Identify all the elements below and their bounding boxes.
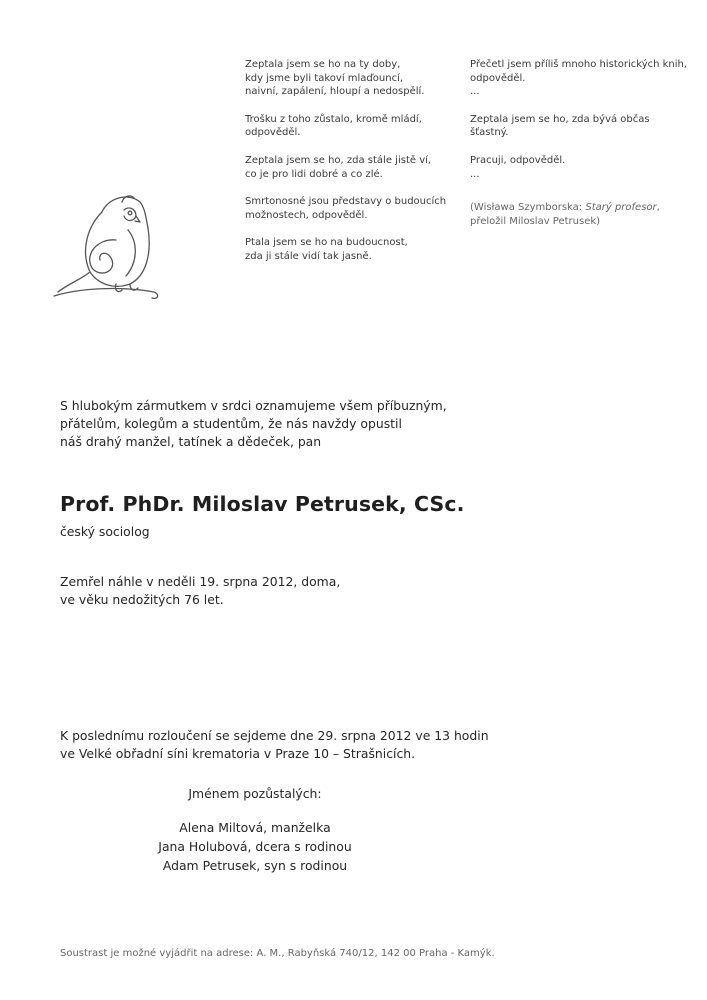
deceased-name: Prof. PhDr. Miloslav Petrusek, CSc. <box>60 492 465 516</box>
poem-line: Smrtonosné jsou představy o budoucích <box>245 196 447 208</box>
poem-stanza <box>470 113 687 140</box>
poem-stanza <box>470 58 687 99</box>
bereaved-heading <box>160 784 350 803</box>
poem-line: co je pro lidi dobré a co zlé. <box>245 168 383 180</box>
poem-line: kdy jsme byli takoví mlaďouncí, <box>245 72 404 84</box>
poem-stanza <box>470 154 687 181</box>
citation-line <box>470 201 687 215</box>
poem-line: Zeptala jsem se ho, zda stále jistě ví, <box>245 154 432 166</box>
death-info-line: Zemřel náhle v neděli 19. srpna 2012, doma, <box>60 574 341 589</box>
poem-stanza <box>245 195 446 222</box>
poem-line: Ptala jsem se ho na budoucnost, <box>245 237 408 249</box>
deceased-title: český sociolog <box>60 524 150 539</box>
poem-line: Zeptala jsem se ho na ty doby, <box>245 59 401 70</box>
death-info <box>60 573 340 609</box>
poem-column-1 <box>245 58 446 264</box>
citation-title: Starý profesor <box>585 202 657 214</box>
poem-stanza <box>245 236 446 263</box>
poem-stanza <box>245 154 446 181</box>
poem-stanza <box>245 58 446 99</box>
poem-line: Přečetl jsem příliš mnoho historických knih, <box>470 59 688 70</box>
death-info-line: ve věku nedožitých 76 let. <box>60 592 224 607</box>
condolence-address: Soustrast je možné vyjádřit na adrese: A. M., Rabyňská 740/12, 142 00 Praha - Kamýk. <box>60 948 495 959</box>
announcement-line: přátelům, kolegům a studentům, že nás navždy opustil <box>60 416 402 431</box>
poem-line: Zeptala jsem se ho, zda bývá občas <box>470 113 650 125</box>
owl-drawing-icon <box>50 180 165 305</box>
announcement <box>60 397 447 451</box>
bereaved-name: Jana Holubová, dcera s rodinou <box>158 839 352 854</box>
announcement-line: náš drahý manžel, tatínek a dědeček, pan <box>60 434 322 449</box>
poem-line: ... <box>470 86 480 98</box>
citation-translator: přeložil Miloslav Petrusek) <box>470 215 601 227</box>
poem-line: zda ji stále vidí tak jasně. <box>245 250 372 262</box>
poem-line: ... <box>470 168 480 180</box>
bereaved-name: Adam Petrusek, syn s rodinou <box>162 858 348 873</box>
poem-citation <box>470 201 687 228</box>
poem-column-2 <box>470 58 687 228</box>
funeral-info-line: K poslednímu rozloučení se sejdeme dne 29. srpna 2012 ve 13 hodin <box>60 728 489 743</box>
bereaved-list <box>130 818 380 875</box>
funeral-info <box>60 727 489 763</box>
poem-line: Pracuji, odpověděl. <box>470 154 566 166</box>
poem-stanza <box>245 113 446 140</box>
poem-line: odpověděl. <box>245 127 301 139</box>
announcement-line: S hlubokým zármutkem v srdci oznamujeme všem příbuzným, <box>60 398 447 413</box>
funeral-info-line: ve Velké obřadní síni krematoria v Praze 10 – Strašnicích. <box>60 746 416 761</box>
poem-line: Trošku z toho zůstalo, kromě mládí, <box>245 113 422 125</box>
bereaved-heading-text: Jménem pozůstalých: <box>188 786 322 801</box>
citation-close: , <box>656 202 660 214</box>
bereaved-name: Alena Miltová, manželka <box>179 820 331 835</box>
poem-line: odpověděl. <box>470 72 526 84</box>
poem-line: šťastný. <box>470 127 509 139</box>
poem-line: naivní, zapálení, hloupí a nedospělí. <box>245 86 425 98</box>
poem-line: možnostech, odpověděl. <box>245 209 368 221</box>
citation-author: (Wisława Szymborska: <box>470 202 586 214</box>
